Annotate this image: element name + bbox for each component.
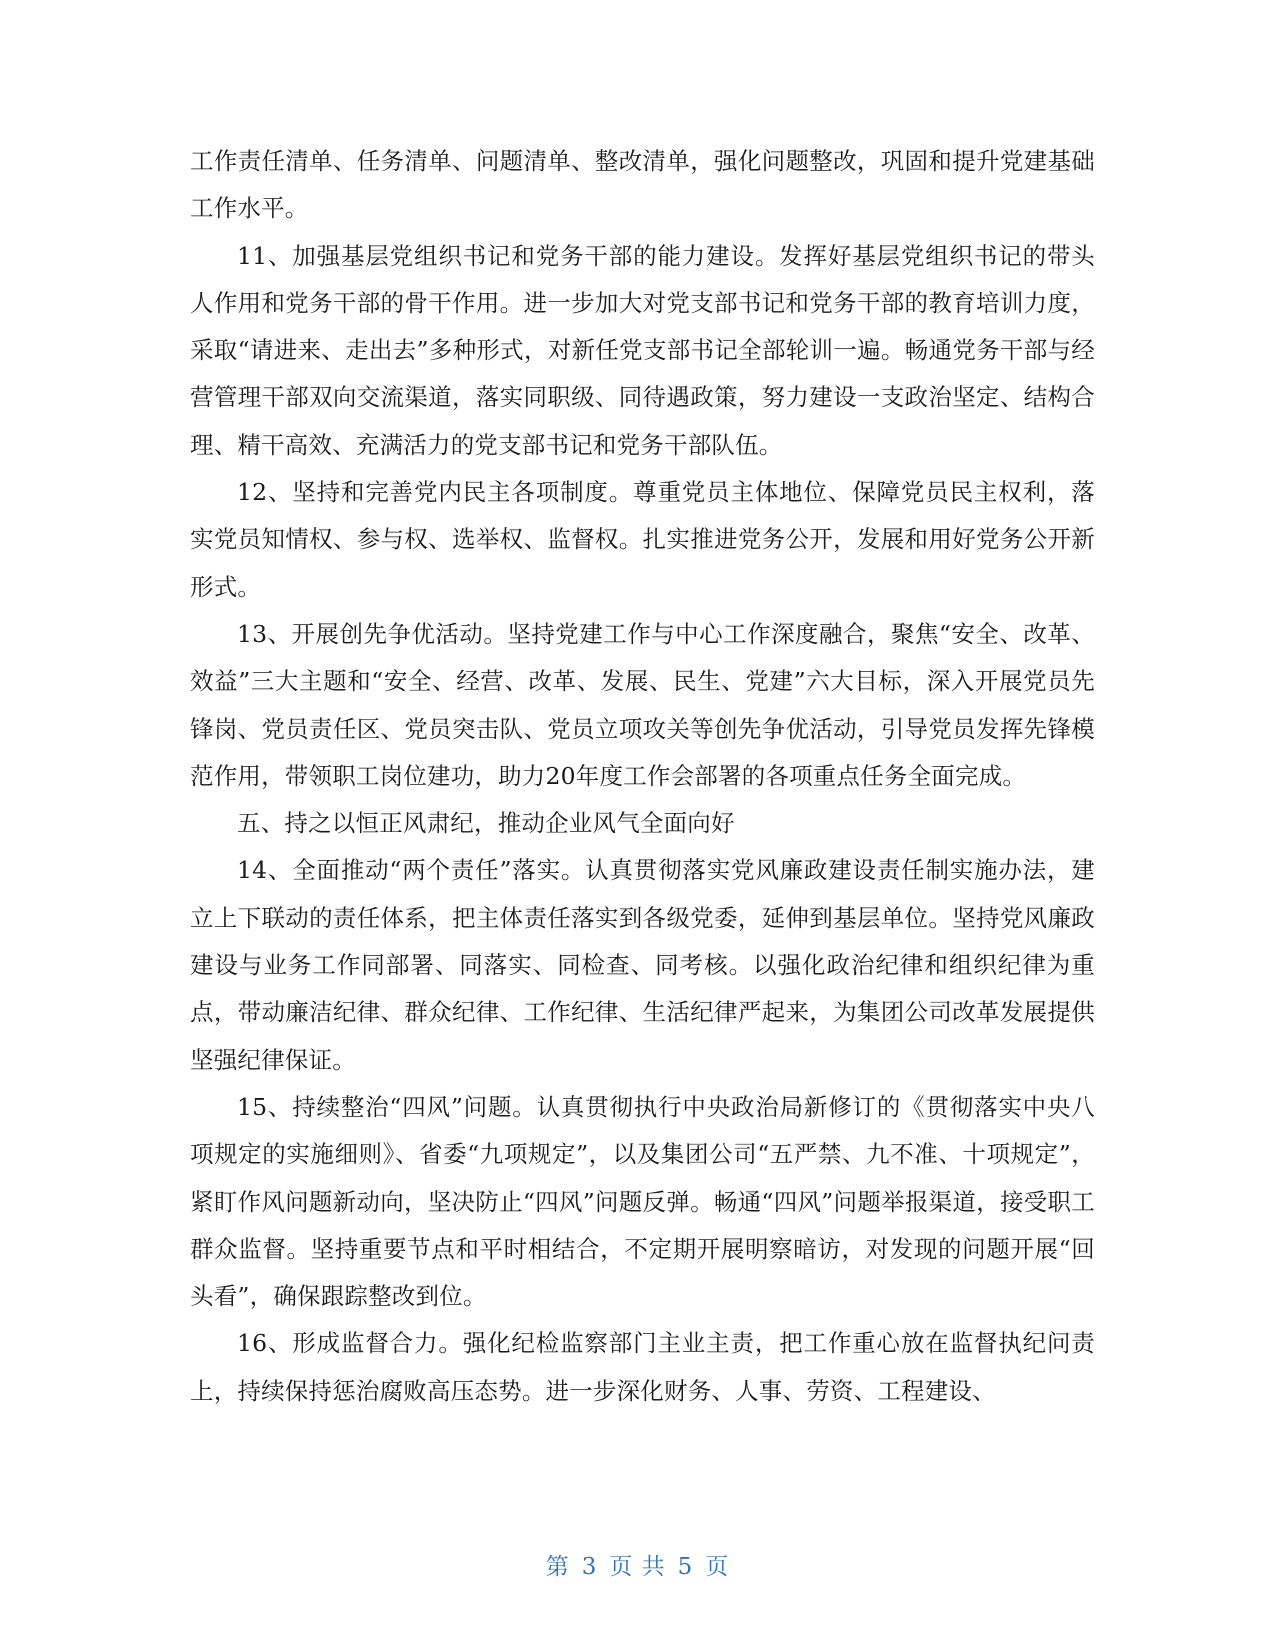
footer-middle: 页 共 xyxy=(609,1554,666,1580)
footer-prefix: 第 xyxy=(545,1554,570,1580)
page-body xyxy=(190,138,1095,1415)
paragraph-item-15: 15、持续整治“四风”问题。认真贯彻执行中央政治局新修订的《贯彻落实中央八项规定的实施细则》、省委“九项规定”，以及集团公司“五严禁、九不准、十项规定”，紧盯作风问题新动向，坚决防止“四风”问题反弹。畅通“四风”问题举报渠道，接受职工群众监督。坚持重要节点和平时相结合，不定期开展明察暗访，对发现的问题开展“回头看”，确保跟踪整改到位。 xyxy=(190,1092,1095,1311)
paragraph-continuation: 工作责任清单、任务清单、问题清单、整改清单，强化问题整改，巩固和提升党建基础工作水平。 xyxy=(190,147,1095,223)
paragraph-item-11: 11、加强基层党组织书记和党务干部的能力建设。发挥好基层党组织书记的带头人作用和党务干部的骨干作用。进一步加大对党支部书记和党务干部的教育培训力度，采取“请进来、走出去”多种形式，对新任党支部书记全部轮训一遍。畅通党务干部与经营管理干部双向交流渠道，落实同职级、同待遇政策，努力建设一支政治坚定、结构合理、精干高效、充满活力的党支部书记和党务干部队伍。 xyxy=(190,241,1095,459)
footer-current-page: 3 xyxy=(581,1554,598,1580)
paragraph-item-12: 12、坚持和完善党内民主各项制度。尊重党员主体地位、保障党员民主权利，落实党员知情权、参与权、选举权、监督权。扎实推进党务公开，发展和用好党务公开新形式。 xyxy=(190,478,1095,601)
paragraph-item-13: 13、开展创先争优活动。坚持党建工作与中心工作深度融合，聚焦“安全、改革、效益”三大主题和“安全、经营、改革、发展、民生、党建”六大目标，深入开展党员先锋岗、党员责任区、党员突击队、党员立项攻关等创先争优活动，引导党员发挥先锋模范作用，带领职工岗位建功，助力20年度工作会部署的各项重点任务全面完成。 xyxy=(190,619,1095,790)
page-footer xyxy=(0,1548,1275,1581)
footer-suffix: 页 xyxy=(705,1554,730,1580)
footer-total-pages: 5 xyxy=(677,1554,694,1580)
paragraph-item-16: 16、形成监督合力。强化纪检监察部门主业主责，把工作重心放在监督执纪问责上，持续保持惩治腐败高压态势。进一步深化财务、人事、劳资、工程建设、 xyxy=(190,1329,1095,1405)
section-heading-five: 五、持之以恒正风肃纪，推动企业风气全面向好 xyxy=(237,809,735,838)
paragraph-item-14: 14、全面推动“两个责任”落实。认真贯彻落实党风廉政建设责任制实施办法，建立上下联动的责任体系，把主体责任落实到各级党委，延伸到基层单位。坚持党风廉政建设与业务工作同部署、同落实、同检查、同考核。以强化政治纪律和组织纪律为重点，带动廉洁纪律、群众纪律、工作纪律、生活纪律严起来，为集团公司改革发展提供坚强纪律保证。 xyxy=(190,856,1095,1074)
